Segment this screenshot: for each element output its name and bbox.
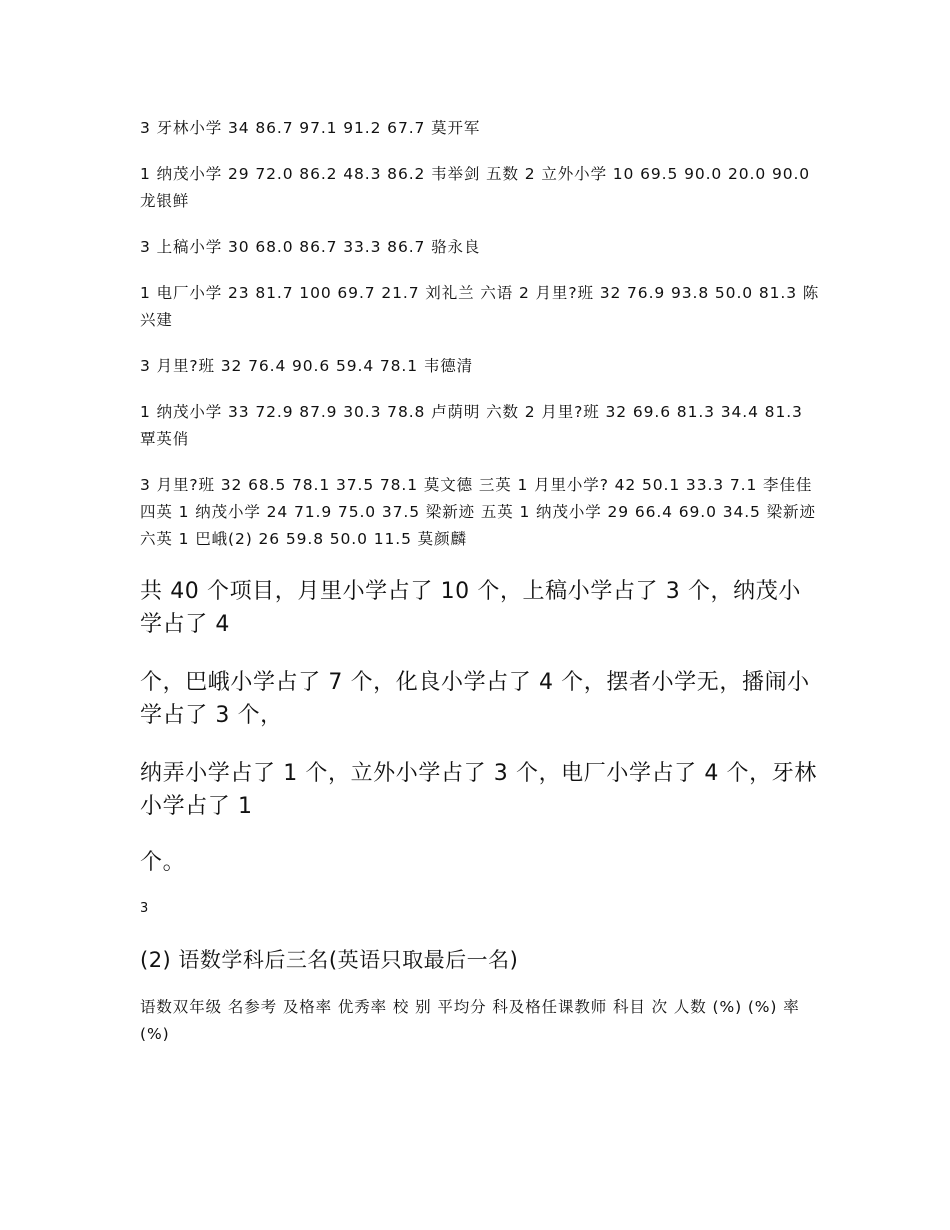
summary-paragraph: 纳弄小学占了 1 个，立外小学占了 3 个，电厂小学占了 4 个，牙林小学占了 1	[140, 761, 817, 819]
summary-paragraph: 共 40 个项目，月里小学占了 10 个，上稿小学占了 3 个，纳茂小学占了 4	[140, 579, 801, 637]
text-paragraph: 1 纳茂小学 33 72.9 87.9 30.3 78.8 卢荫明 六数 2 月里?班 32 69.6 81.3 34.4 81.3 覃英俏	[140, 403, 803, 448]
text-paragraph: 1 电厂小学 23 81.7 100 69.7 21.7 刘礼兰 六语 2 月里?班 32 76.9 93.8 50.0 81.3 陈兴建	[140, 284, 820, 329]
page-number: 3	[140, 901, 149, 916]
text-paragraph: 3 牙林小学 34 86.7 97.1 91.2 67.7 莫开军	[140, 119, 481, 137]
text-paragraph: 1 纳茂小学 29 72.0 86.2 48.3 86.2 韦举剑 五数 2 立外小学 10 69.5 90.0 20.0 90.0 龙银鲜	[140, 165, 811, 210]
text-paragraph: 3 月里?班 32 68.5 78.1 37.5 78.1 莫文德 三英 1 月里小学? 42 50.1 33.3 7.1 李佳佳 四英 1 纳茂小学 24 71.9 75.0 37.5 梁新迹 五英 1 纳茂小学 29 66.4 69.0 34.5 梁新迹 六英 1 巴峨(2) 26 59.8 50.0 11.5 莫颜麟	[140, 476, 816, 548]
summary-paragraph: 个。	[140, 850, 186, 875]
section-heading: (2) 语数学科后三名(英语只取最后一名)	[140, 948, 519, 972]
table-header-text: 语数双年级 名参考 及格率 优秀率 校 别 平均分 科及格任课教师 科目 次 人数 (%) (%) 率(%)	[140, 998, 800, 1043]
text-paragraph: 3 上稿小学 30 68.0 86.7 33.3 86.7 骆永良	[140, 238, 481, 256]
text-paragraph: 3 月里?班 32 76.4 90.6 59.4 78.1 韦德清	[140, 357, 474, 375]
summary-paragraph: 个，巴峨小学占了 7 个，化良小学占了 4 个，摆者小学无，播闹小学占了 3 个，	[140, 670, 810, 728]
